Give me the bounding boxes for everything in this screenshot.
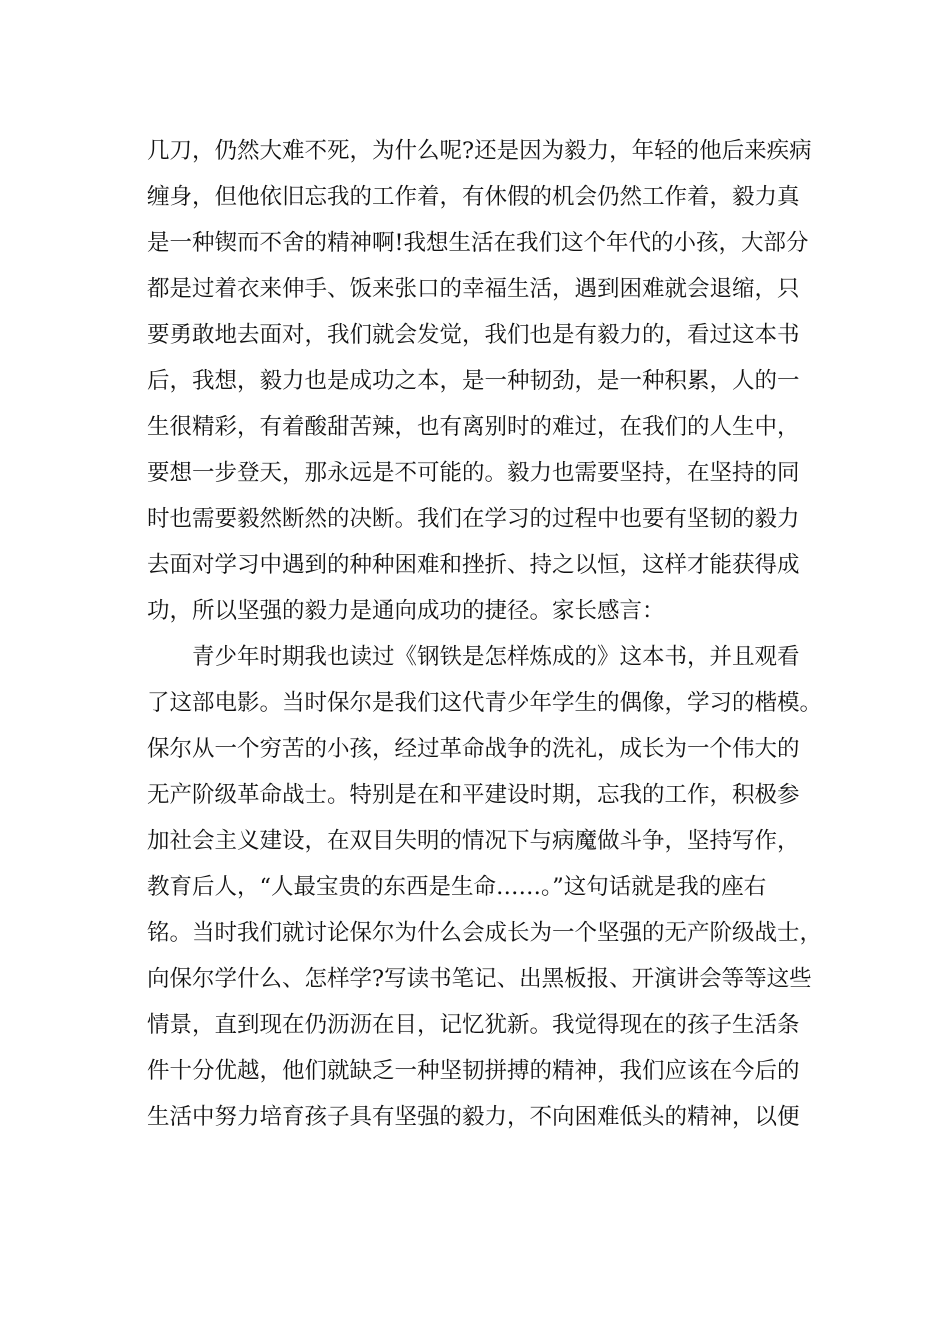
paragraph-first-line: 青少年时期我也读过《钢铁是怎样炼成的》这本书，并且观看: [192, 644, 800, 670]
text-line: 是一种锲而不舍的精神啊!我想生活在我们这个年代的小孩，大部分: [147, 230, 809, 256]
text-line: 件十分优越，他们就缺乏一种坚韧拼搏的精神，我们应该在今后的: [147, 1058, 800, 1084]
text-line: 要勇敢地去面对，我们就会发觉，我们也是有毅力的，看过这本书: [147, 322, 800, 348]
text-line: 向保尔学什么、怎样学?写读书笔记、出黑板报、开演讲会等等这些: [147, 966, 812, 992]
text-line: 了这部电影。当时保尔是我们这代青少年学生的偶像，学习的楷模。: [147, 690, 823, 716]
text-line: 生活中努力培育孩子具有坚强的毅力，不向困难低头的精神，以便: [147, 1104, 800, 1130]
text-line: 加社会主义建设，在双目失明的情况下与病魔做斗争，坚持写作，: [147, 828, 800, 854]
text-line: 几刀，仍然大难不死，为什么呢?还是因为毅力，年轻的他后来疾病: [147, 138, 812, 164]
text-line: 无产阶级革命战士。特别是在和平建设时期，忘我的工作，积极参: [147, 782, 800, 808]
text-line: 缠身，但他依旧忘我的工作着，有休假的机会仍然工作着，毅力真: [147, 184, 800, 210]
text-line: 要想一步登天，那永远是不可能的。毅力也需要坚持，在坚持的同: [147, 460, 800, 486]
text-line: 情景，直到现在仍沥沥在目，记忆犹新。我觉得现在的孩子生活条: [147, 1012, 800, 1038]
text-line: 功，所以坚强的毅力是通向成功的捷径。家长感言：: [147, 598, 665, 624]
text-line: 都是过着衣来伸手、饭来张口的幸福生活，遇到困难就会退缩，只: [147, 276, 800, 302]
text-line: 保尔从一个穷苦的小孩，经过革命战争的洗礼，成长为一个伟大的: [147, 736, 800, 762]
text-line: 铭。当时我们就讨论保尔为什么会成长为一个坚强的无产阶级战士，: [147, 920, 823, 946]
text-line: 教育后人，“人最宝贵的东西是生命……。”这句话就是我的座右: [147, 874, 767, 900]
text-line: 时也需要毅然断然的决断。我们在学习的过程中也要有坚韧的毅力: [147, 506, 800, 532]
text-line: 后，我想，毅力也是成功之本，是一种韧劲，是一种积累，人的一: [147, 368, 800, 394]
text-line: 生很精彩，有着酸甜苦辣，也有离别时的难过，在我们的人生中，: [147, 414, 800, 440]
document-body: [147, 128, 837, 1140]
text-line: 去面对学习中遇到的种种困难和挫折、持之以恒，这样才能获得成: [147, 552, 800, 578]
